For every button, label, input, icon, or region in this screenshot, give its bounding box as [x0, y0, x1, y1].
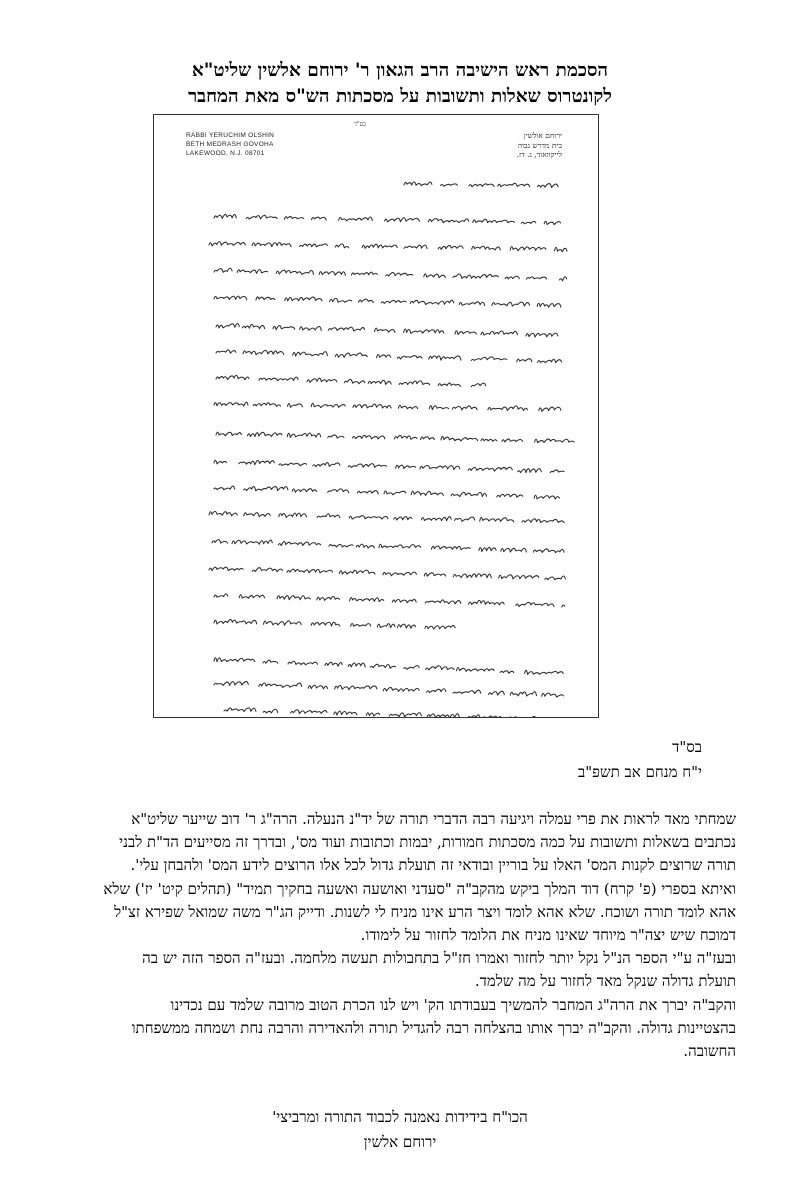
letterhead-hebrew-line: לייקוואוד, נ. דז.	[516, 150, 562, 159]
letter-body	[64, 808, 736, 1063]
letterhead-bsd: בס"ד	[354, 121, 366, 128]
handwriting-stroke	[214, 296, 561, 307]
handwriting-scribble	[154, 115, 599, 718]
handwriting-stroke	[214, 658, 563, 675]
handwriting-stroke	[209, 242, 567, 252]
letter-line: תועלת גדולה שנקל מאד לחזור על מה שלמד.	[474, 972, 736, 991]
handwriting-stroke	[209, 511, 564, 522]
handwriting-stroke	[214, 214, 561, 224]
letter-line: נכתבים בשאלות ותשובות על כמה מסכתות חמורות, יבמות וכתובות ועוד מס', ובדרך זה מסייעים הד"ת לבני	[119, 833, 736, 852]
title-line-1: הסכמת ראש הישיבה הרב הגאון ר' ירוחם אלשין שליט"א	[191, 60, 609, 81]
letterhead-hebrew-line: בית מדרש גבוה	[517, 140, 562, 150]
letterhead-hebrew-line: ירוחם אולשין	[523, 131, 562, 140]
handwriting-stroke	[214, 460, 564, 472]
letter-line: שמחתי מאד לראות את פרי עמלה ויגיעה רבה הדברי תורה של יד"נ הנעלה. הרה"ג ר' דוב שייער שליט"א	[131, 810, 736, 828]
closing-line: הכו"ח בידידות נאמנה לכבוד התורה ומרביצי'	[272, 1108, 528, 1126]
letter-line: אהא לומד תורה ושוכח. שלא אהא לומד ויצר הרע אינו מניח לי לשנות. ודייק הג"ר משה שמואל שפירא זצ"ל	[114, 902, 736, 921]
letter-line: והקב"ה יברך את הרה"ג המחבר להמשיך בעבודתו הק' ויש לנו הכרת הטוב מרובה שלמד עם נכדינו	[170, 995, 736, 1014]
letterhead-english-line: RABBI YERUCHIM OLSHIN	[186, 132, 275, 139]
transcription-bsd: בס"ד	[672, 738, 702, 756]
handwriting-stroke	[214, 594, 565, 607]
handwriting-stroke	[224, 708, 546, 718]
handwriting-stroke	[214, 268, 567, 281]
handwriting-stroke	[216, 324, 558, 337]
handwriting-stroke	[216, 350, 562, 363]
handwriting-stroke	[216, 432, 574, 443]
title-line-2: לקונטרוס שאלות ותשובות על מסכתות הש"ס מאת המחבר	[188, 86, 612, 107]
letterhead-english-line: LAKEWOOD, N.J. 08701	[186, 150, 265, 157]
handwriting-stroke	[214, 682, 564, 698]
handwriting-stroke	[212, 540, 564, 553]
handwriting-stroke	[214, 402, 561, 411]
handwriting-stroke	[214, 620, 455, 630]
letterhead-english-line: BETH MEDRASH GOVOHA	[186, 141, 274, 148]
letter-line: החשובה.	[683, 1042, 736, 1061]
letter-date: י"ח מנחם אב תשפ"ב	[577, 763, 702, 781]
handwriting-stroke	[214, 486, 559, 499]
handwriting-stroke	[404, 182, 558, 188]
letter-line: תורה שרוצים לקנות המס' האלו על בוריין ובודאי זה תועלת גדול לכל אלו הרוצים לידע המס' ולהבחן עלי'.	[130, 856, 736, 875]
page-title	[60, 58, 740, 110]
signature-name: ירוחם אלשין	[363, 1133, 437, 1151]
handwritten-letter-image	[153, 114, 599, 718]
handwriting-stroke	[216, 375, 486, 386]
letter-line: בהצטיינות גדולה. והקב"ה יברך אותו בהצלחה רבה להגדיל תורה ולהאדירה והרבה נחת ושמחה ממשפחתו	[131, 1018, 736, 1037]
letter-line: דמוכח שיש יצה"ר מיוחד שאינו מניח את הלומד לחזור על לימודו.	[360, 926, 736, 945]
handwriting-stroke	[209, 567, 565, 579]
letter-line: ואיתא בספרי (פ' קרח) דוד המלך ביקש מהקב"ה "סעדני ואושעה ואשעה בחקיך תמיד" (תהלים קיט' יז') שלא	[103, 879, 736, 898]
letter-line: ובעז"ה ע"י הספר הנ"ל נקל יותר לחזור ואמרו חז"ל בתחבולות תעשה מלחמה. ובעז"ה הספר הזה יש בה	[142, 949, 736, 968]
